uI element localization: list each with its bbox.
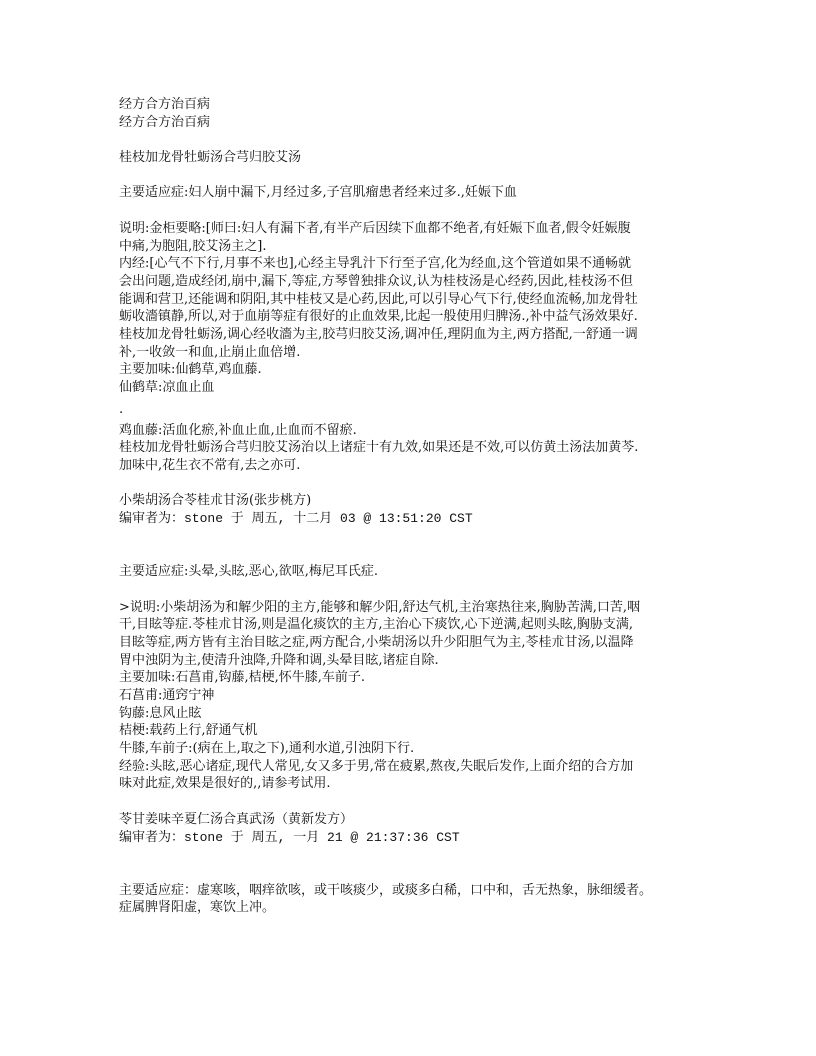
article-meta: 编审者为：stone 于 周五, 十二月 03 @ 13:51:20 CST <box>119 511 473 527</box>
article-indication: 主要适应症：虚寒咳，咽痒欲咳，或干咳痰少，或痰多白稀，口中和，舌无热象，脉细缓者。 <box>119 882 653 898</box>
article-meta: 编审者为：stone 于 周五, 一月 21 @ 21:37:36 CST <box>119 829 460 845</box>
paragraph-line: 内经:[心气不下行,月事不来也],心经主导乳汁下行至子宫,化为经血,这个管道如果不通畅就 <box>119 256 632 272</box>
article-title: 苓甘姜味辛夏仁汤合真武汤（黄新发方） <box>119 811 354 827</box>
paragraph-line: 桔梗:载药上行,舒通气机 <box>119 723 258 739</box>
paragraph-line: 胃中浊阴为主,使清升浊降,升降和调,头晕目眩,诸症自除. <box>119 652 439 668</box>
paragraph-line: 牛膝,车前子:(病在上,取之下),通利水道,引浊阴下行. <box>119 741 415 757</box>
article-indication: 主要适应症:头晕,头眩,恶心,欲呕,梅尼耳氏症. <box>119 564 379 580</box>
article-title: 小柴胡汤合苓桂朮甘汤(张步桃方) <box>119 493 312 509</box>
paragraph-line: 蛎收濇镇静,所以,对于血崩等症有很好的止血效果,比起一般使用归脾汤.,补中益气汤效果好. <box>119 309 638 325</box>
article-indication: 主要适应症:妇人崩中漏下,月经过多,子宫肌瘤患者经来过多.,妊娠下血 <box>119 185 517 201</box>
paragraph-line: 补,一收敛一和血,止崩止血倍增. <box>119 344 301 360</box>
paragraph-line: >说明:小柴胡汤为和解少阳的主方,能够和解少阳,舒达气机,主治寒热往来,胸胁苦满,口苦,咽 <box>119 599 641 615</box>
paragraph-line: 会出问题,造成经闭,崩中,漏下,等症,方琴曾独排众议,认为桂枝汤是心经药,因此,桂枝汤不但 <box>119 273 634 289</box>
paragraph-line: 桂枝加龙骨牡蛎汤合芎归胶艾汤治以上诸症十有九效,如果还是不效,可以仿黄土汤法加黄芩. <box>119 440 639 456</box>
paragraph-line: 目眩等症,两方皆有主治目眩之症,两方配合,小柴胡汤以升少阳胆气为主,苓桂朮甘汤,以温降 <box>119 634 634 650</box>
paragraph-line: 钩藤:息风止眩 <box>119 705 202 721</box>
article-indication: 症属脾肾阳虚，寒饮上冲。 <box>119 900 276 916</box>
site-title: 经方合方治百病 <box>119 97 211 112</box>
site-subtitle: 经方合方治百病 <box>119 114 211 130</box>
paragraph-line: 主要加味:石菖甫,钩藤,桔梗,怀牛膝,车前子. <box>119 670 366 686</box>
document <box>119 96 652 917</box>
paragraph-line: 鸡血藤:活血化瘀,补血止血,止血而不留瘀. <box>119 422 357 438</box>
paragraph-line: 中痛,为胞阻,胶艾汤主之]. <box>119 238 267 254</box>
paragraph-line: 加味中,花生衣不常有,去之亦可. <box>119 458 301 474</box>
paragraph-line: 主要加味:仙鹤草,鸡血藤. <box>119 362 262 378</box>
stray-dot: . <box>119 401 124 417</box>
paragraph-line: 干,目眩等症.苓桂朮甘汤,则是温化痰饮的主方,主治心下痰饮,心下逆满,起则头眩,胸胁支满, <box>119 617 634 633</box>
paragraph-line: 味对此症,效果是很好的,,请参考试用. <box>119 776 331 792</box>
paragraph-line: 经验:头眩,恶心诸症,现代人常见,女又多于男,常在疲累,熬夜,失眠后发作,上面介绍的合方加 <box>119 758 634 774</box>
paragraph-line: 能调和营卫,还能调和阴阳,其中桂枝又是心药,因此,可以引导心气下行,使经血流畅,加龙骨牡 <box>119 291 638 307</box>
paragraph-line: 石菖甫:通窍宁神 <box>119 688 215 703</box>
paragraph-line: 仙鹤草:凉血止血 <box>119 380 215 395</box>
paragraph-line: 桂枝加龙骨牡蛎汤,调心经收濇为主,胶芎归胶艾汤,调冲任,理阴血为主,两方搭配,一舒通一调 <box>119 326 638 342</box>
article-title: 桂枝加龙骨牡蛎汤合芎归胶艾汤 <box>119 150 302 166</box>
paragraph-line: 说明:金柜要略:[师曰:妇人有漏下者,有半产后因续下血都不绝者,有妊娠下血者,假令妊娠腹 <box>119 220 631 236</box>
